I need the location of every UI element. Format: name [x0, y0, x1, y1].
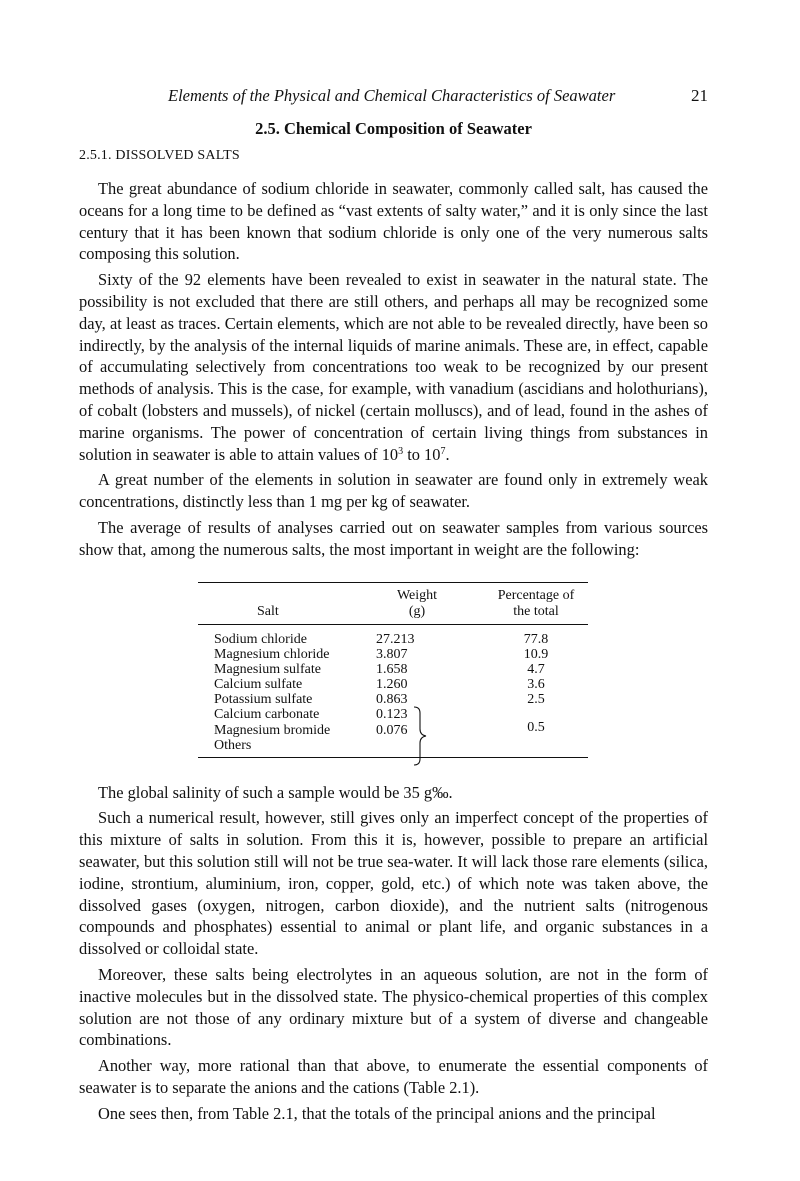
paragraph-2 [79, 269, 708, 465]
table-row [198, 677, 588, 692]
table-row [198, 647, 588, 662]
salt-cell: Potassium sulfate [214, 692, 313, 708]
header-percentage-line1: Percentage of [497, 587, 575, 603]
weight-cell: 0.076 [376, 722, 408, 738]
header-weight-line1: Weight [396, 587, 438, 603]
weight-cell: 27.213 [376, 631, 415, 647]
paragraph-1: The great abundance of sodium chloride in seawater, commonly called salt, has caused the oceans for a long time to be defined as “vast extents of salty water,” and it is only since the last century that it has been known that sodium chloride is only one of the very numerous salts composing this solution. [79, 179, 708, 264]
table-row [198, 692, 588, 707]
paragraph-2-mid: to 10 [403, 444, 441, 464]
paragraph-6: Moreover, these salts being electrolytes in an aqueous solution, are not in the form of inactive molecules but in the dissolved state. The physico-chemical properties of this complex solution are not those of any ordinary mixture but of a system of diverse and changeable combinations. [79, 964, 708, 1050]
percentage-cell: 77.8 [523, 631, 549, 647]
salt-cell: Magnesium chloride [214, 646, 330, 662]
header-percentage [481, 588, 591, 620]
weight-cell: 1.260 [376, 677, 408, 693]
grouped-percentage: 0.5 [527, 719, 545, 735]
percentage-cell: 2.5 [527, 692, 545, 708]
table-bottom-rule [198, 757, 588, 758]
salt-cell: Sodium chloride [214, 631, 307, 647]
paragraph-3: A great number of the elements in solution in seawater are found only in extremely weak concentrations, distinctly less than 1 mg per kg of seawater. [79, 470, 708, 512]
paragraph-2-text: Sixty of the 92 elements have been revealed to exist in seawater in the natural state. The possibility is not excluded that there are still others, and perhaps all may be recognized some day, at least as traces. Certain elements, which are not able to be revealed directly, have been so indirectly, by the analysis of the internal liquids of marine animals. These are, in effect, capable of accumulating selectively from concentrations too weak to be recognized by our present methods of analysis. This is the case, for example, with vanadium (ascidians and holothurians), of cobalt (lobsters and mussels), of nickel (certain molluscs), and of lead, found in the ashes of marine organisms. The power of concentration of certain living things from substances in solution in seawater is able to attain values of 10 [79, 270, 708, 464]
table-row [198, 738, 588, 753]
salt-cell: Others [214, 737, 252, 753]
paragraph-5: Such a numerical result, however, still gives only an imperfect concept of the properties of this mixture of salts in solution. From this it is, however, possible to prepare an artificial seawater, but this solution still will not be true sea-water. It will lack those rare elements (silica, iodine, strontium, aluminium, iron, copper, gold, etc.) of which note was taken above, the dissolved gases (oxygen, nitrogen, carbon dioxide), and the nutrient salts (nitrogenous compounds and phosphates) essential to animal or plant life, and organic substances in a dissolved or colloidal state. [79, 808, 708, 959]
page-number: 21 [691, 86, 708, 105]
table-row [198, 632, 588, 647]
header-percentage-line2: the total [513, 603, 559, 619]
header-weight [372, 588, 462, 620]
salt-composition-table [198, 582, 588, 758]
weight-cell: 0.123 [376, 707, 408, 723]
percentage-cell: 4.7 [527, 661, 545, 677]
paragraph-8: One sees then, from Table 2.1, that the totals of the principal anions and the principal [98, 1103, 656, 1123]
table-body [198, 625, 588, 757]
percentage-cell: 10.9 [523, 646, 549, 662]
salt-cell: Magnesium bromide [214, 722, 331, 738]
header-weight-line2: (g) [408, 603, 426, 619]
header-salt: Salt [257, 603, 279, 619]
paragraph-7: Another way, more rational than that above, to enumerate the essential components of seawater is to separate the anions and the cations (Table 2.1). [79, 1056, 708, 1097]
exponent-7: 7 [440, 445, 446, 457]
weight-cell: 1.658 [376, 661, 408, 677]
right-brace-icon [413, 705, 429, 767]
exponent-3: 3 [398, 445, 404, 457]
salt-cell: Magnesium sulfate [214, 661, 321, 677]
section-title: 2.5. Chemical Composition of Seawater [255, 119, 532, 138]
weight-cell: 3.807 [376, 646, 408, 662]
table-rows [198, 632, 588, 754]
running-header [79, 84, 708, 112]
salinity-sentence: The global salinity of such a sample would be 35 g‰. [98, 782, 453, 802]
subsection-title: 2.5.1. DISSOLVED SALTS [79, 148, 240, 163]
paragraph-4: The average of results of analyses carried out on seawater samples from various sources show that, among the numerous salts, the most important in weight are the following: [79, 517, 708, 559]
paragraph-2-end: . [445, 444, 450, 464]
salt-cell: Calcium sulfate [214, 677, 303, 693]
book-page [79, 84, 708, 1125]
running-title: Elements of the Physical and Chemical Characteristics of Seawater [168, 86, 616, 105]
table-row [198, 662, 588, 677]
table-header [198, 583, 588, 624]
salt-cell: Calcium carbonate [214, 707, 320, 723]
weight-cell: 0.863 [376, 692, 408, 708]
percentage-cell: 3.6 [527, 677, 545, 693]
